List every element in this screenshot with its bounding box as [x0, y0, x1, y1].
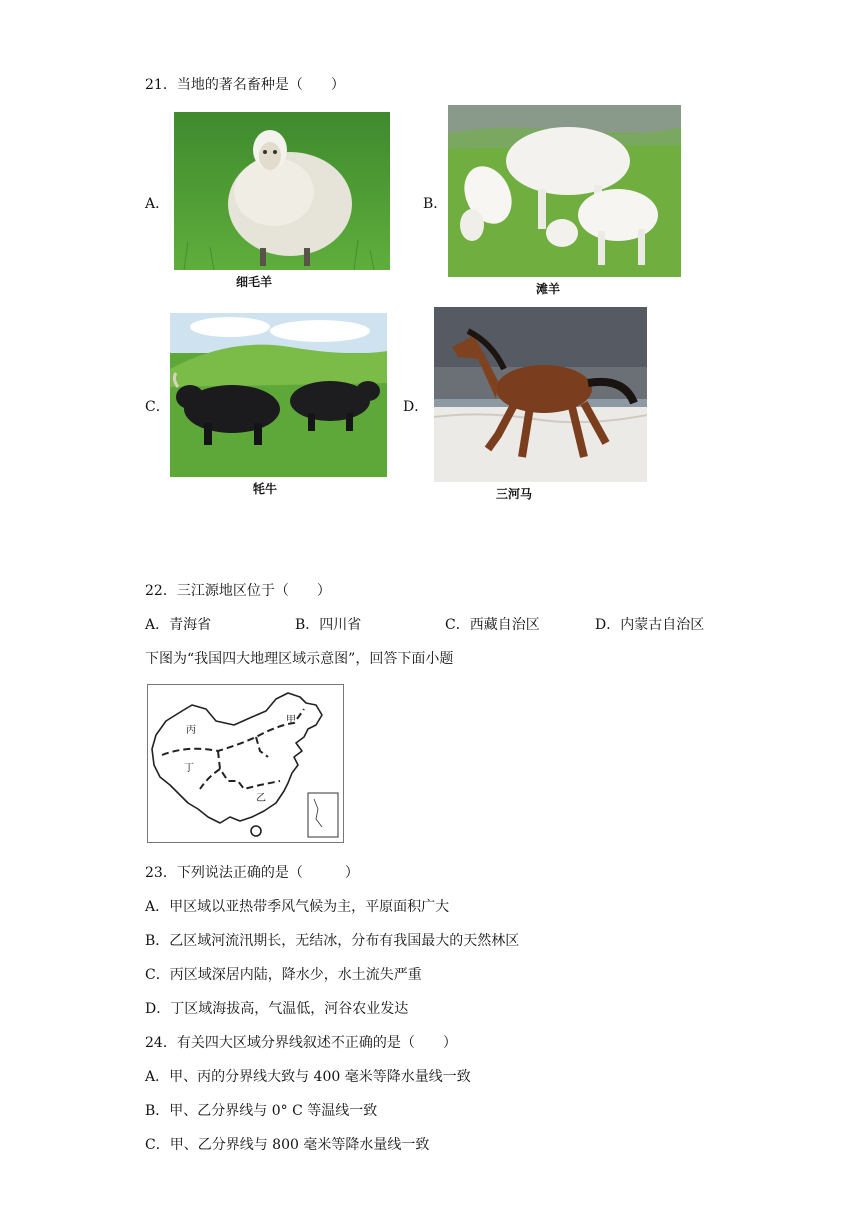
q21-option-b-caption: 滩羊 — [535, 282, 560, 296]
q24-stem: 24．有关四大区域分界线叙述不正确的是（ ） — [145, 1035, 457, 1051]
q22-option-c: C．西藏自治区 — [445, 617, 540, 633]
q23-option-c: C．丙区域深居内陆，降水少，水土流失严重 — [145, 967, 422, 983]
map-label-yi: 乙 — [256, 793, 266, 804]
q24-option-c: C．甲、乙分界线与 800 毫米等降水量线一致 — [145, 1137, 430, 1153]
q21-option-d-caption: 三河马 — [495, 487, 532, 501]
q23-option-a: A．甲区域以亚热带季风气候为主，平原面积广大 — [145, 899, 450, 915]
q21-option-c-caption: 牦牛 — [252, 482, 277, 496]
q23-stem: 23．下列说法正确的是（ ） — [145, 865, 359, 881]
q21-option-b-letter: B． — [423, 196, 448, 212]
q24-option-a: A．甲、丙的分界线大致与 400 毫米等降水量线一致 — [145, 1069, 471, 1085]
q21-stem: 21．当地的著名畜种是（ ） — [145, 77, 345, 93]
q21-option-a-letter: A． — [145, 196, 170, 212]
map-label-ding: 丁 — [184, 763, 194, 774]
horse-photo — [434, 307, 647, 482]
q22-stem: 22．三江源地区位于（ ） — [145, 583, 331, 599]
q21-option-c-letter: C． — [145, 399, 170, 415]
map-label-bing: 丙 — [186, 725, 196, 736]
map-intro: 下图为“我国四大地理区域示意图”，回答下面小题 — [145, 651, 454, 667]
goats-photo — [448, 105, 681, 277]
china-regions-map — [147, 684, 344, 843]
map-label-jia: 甲 — [286, 715, 296, 726]
q24-option-b: B．甲、乙分界线与 0° C 等温线一致 — [145, 1103, 378, 1119]
q22-option-d: D．内蒙古自治区 — [595, 617, 705, 633]
q23-option-d: D．丁区域海拔高，气温低，河谷农业发达 — [145, 1001, 409, 1017]
q22-option-a: A．青海省 — [145, 617, 212, 633]
yaks-photo — [170, 313, 387, 477]
q21-option-a-caption: 细毛羊 — [235, 275, 272, 289]
sheep-photo — [174, 112, 390, 270]
q22-option-b: B．四川省 — [295, 617, 362, 633]
q23-option-b: B．乙区域河流汛期长，无结冰，分布有我国最大的天然林区 — [145, 933, 520, 949]
q21-option-d-letter: D． — [403, 399, 429, 415]
